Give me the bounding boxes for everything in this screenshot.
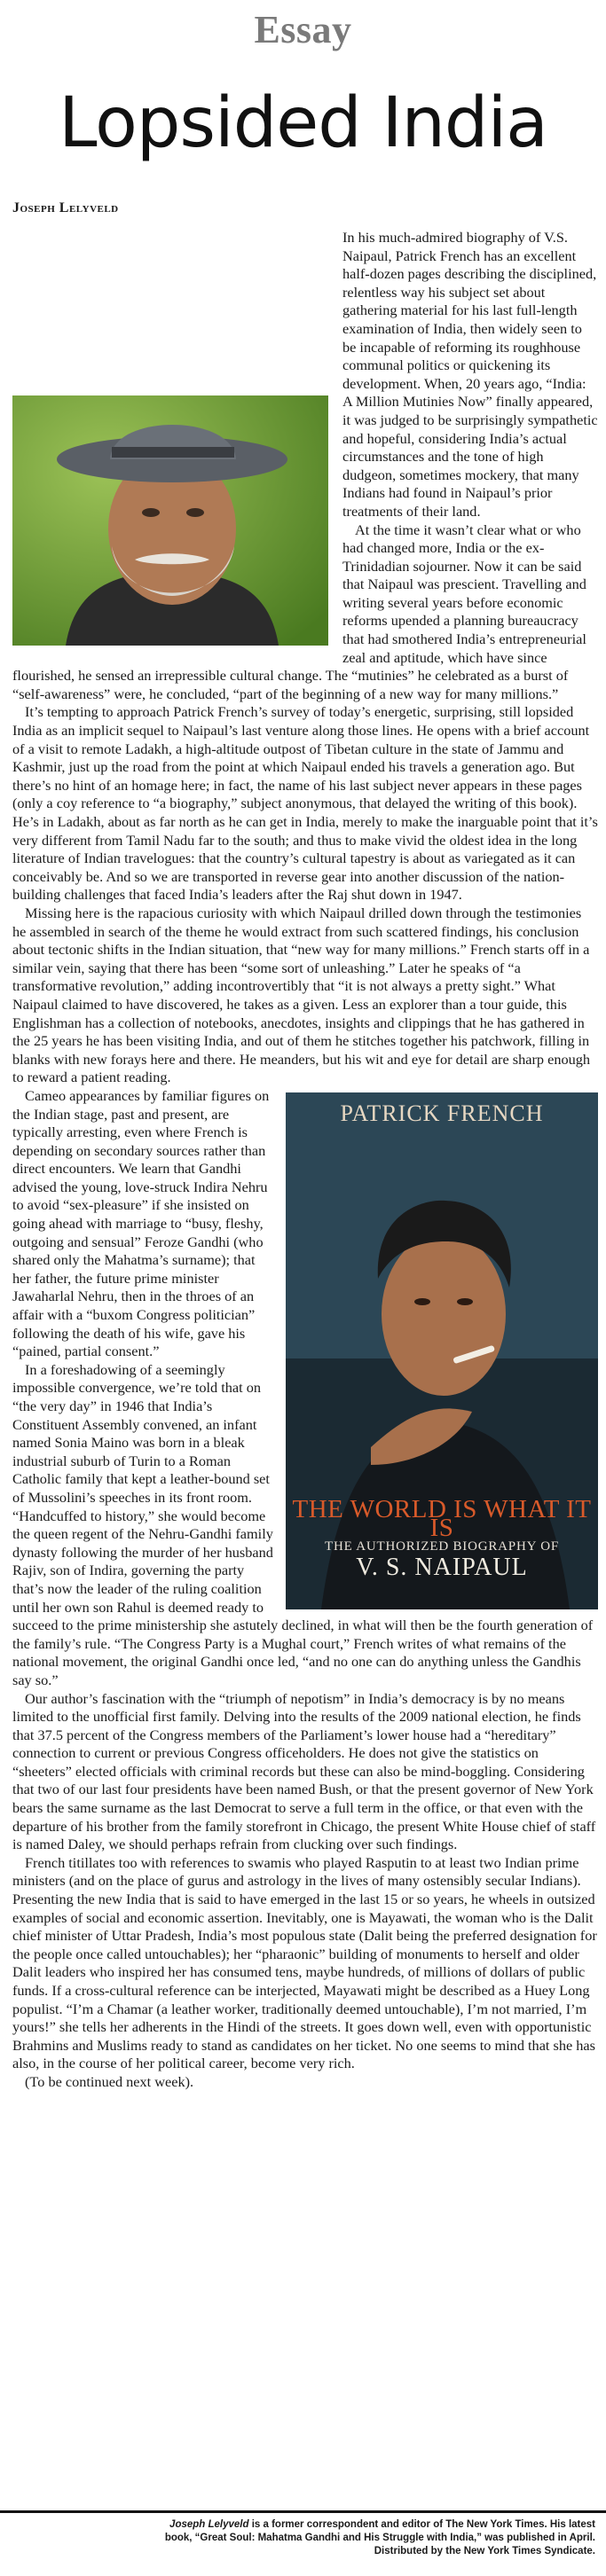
article-body-top — [12, 229, 598, 2092]
paragraph: It’s tempting to approach Patrick French’s survey of today’s energetic, surprising, still lopsided India as an implicit sequel to Naipaul’s last venture along those lines. He opens with a brief account of a visit to remote Ladakh, a high-altitude outpost of Tibetan culture in the state of Jammu and Kashmir, just up the road from the point at which Naipaul ended his travels a generation ago. But there’s no hint of an homage here; in fact, the name of his last subject never appears in these pages (only a coy reference to “a biography,” subject anonymous, that delayed the writing of this book). He’s in Ladakh, about as far north as he can get in India, merely to make the inarguable point that it’s very different from Tamil Nadu far to the south; and thus to make vivid the oldest idea in the long literature of Indian travelogues: that the country’s cultural tapestry is about as variegated as it can conceivably be. And so we are transported in reverse gear into another discussion of the nation-building challenges that faced India’s leaders after the Raj shut down in 1947. — [12, 703, 598, 904]
paragraph: French titillates too with references to swamis who played Rasputin to at least two Indian prime ministers (and on the place of gurus and astrology in the lives of many ostensibly secular Indians). Presenting the new India that is said to have emerged in the last 15 or so years, he wheels in outsized examples of social and economic assertion. Inevitably, one is Mayawati, the woman who is the Dalit chief minister of Uttar Pradesh, India’s most populous state (Dalit being the preferred designation for the people once called untouchables); her “pharaonic” building of monuments to herself and older Dalit leaders who inspired her has consumed tens, maybe hundreds, of millions of dollars of public funds. If a cross-cultural reference can be interjected, Mayawati might be described as a Huey Long populist. “I’m a Chamar (a leather worker, traditionally deemed untouchable), I’m not married, I’m yours!” she tells her adherents in the Hindi of the streets. It goes down well, even with opportunistic Brahmins and Muslims ready to stand as candidates on her ticket. No one seems to mind that she has also, in the course of her political career, become very rich. — [12, 1853, 597, 2072]
bio-line-3: Distributed by the New York Times Syndicate. — [374, 2546, 595, 2556]
cover-subtitle: THE AUTHORIZED BIOGRAPHY OF — [325, 1539, 559, 1554]
bio-author-name: Joseph Lelyveld — [169, 2519, 249, 2530]
footer-divider — [0, 2510, 606, 2513]
paragraph: In his much-admired biography of V.S. Naipaul, Patrick French has an excellent half-dozen pages describing the disciplined, relentless way his subject set about gathering material for his last full-length examination of India, then widely seen to be incapable of reforming its roughhouse communal politics or quickening its development. When, 20 years ago, “India: A Million Mutinies Now” finally appeared, it was judged to be surprisingly sympathetic and hopeful, considering India’s actual circumstances and the tone of high dudgeon, sometimes mockery, that many Indians had found in Naipaul’s prior treatments of their land. — [342, 229, 598, 520]
byline: Joseph Lelyveld — [12, 200, 119, 215]
book-cover-image — [286, 1092, 598, 1609]
cover-title: THE WORLD IS WHAT IT IS — [292, 1494, 592, 1542]
paragraph: Missing here is the rapacious curiosity with which Naipaul drilled down through the testimonies he assembled in search of the theme he would extract from such scattered findings, his conclusion about tectonic shifts in the Indian situation, that “new way for many millions.” French starts off in a similar vein, saying that there has been “some sort of unleashing.” Later he speaks of “a transformative revolution,” adding incontrovertibly that “it is not always a pretty sight.” What Naipaul claimed to have discovered, he takes as a given. Less an explorer than a tour guide, this Englishman has a collection of notebooks, anecdotes, insights and clippings that he has gathered in the 25 years he has been visiting India, and out of them he stitches together his patchwork, filling in blanks with new forays here and there. He meanders, but his wit and eye for detail are sharp enough to reward a patient reading. — [12, 904, 591, 1086]
portrait-illustration — [12, 395, 328, 646]
author-bio — [0, 2518, 606, 2558]
cover-author: PATRICK FRENCH — [340, 1100, 544, 1126]
continued-note: (To be continued next week). — [25, 2072, 194, 2090]
paragraph: At the time it wasn’t clear what or who had changed more, India or the ex-Trinidadian sojourner. Now it can be said that Naipaul was prescient. Travelling and writing several years before economic reforms upended a planning bureaucracy that had smothered India’s entrepreneurial zeal and aptitude, which have since flourished, he sensed an irrepressible cultural change. The “mutinies” he celebrated as a burst of “self-awareness” were, he concluded, “part of the beginning of a new way for many millions.” — [12, 521, 586, 702]
paragraph: Our author’s fascination with the “triumph of nepotism” in India’s democracy is by no means limited to the unofficial first family. Delving into the results of the 2009 national election, he finds that 37.5 percent of the Congress members of the Parliament’s lower house had a “hereditary” connection to current or previous Congress officeholders. He does not give the statistics on “sheeters” elected officials with criminal records but these can also be mind-boggling. Considering that two of our last four presidents have been named Bush, or that the present governor of New York bears the same surname as the last Democrat to serve a full term in the office, or that even with the departure of his brother from the family storefront in Chicago, the present White House chief of staff is named Daley, we should perhaps refrain from clucking over such findings. — [12, 1689, 596, 1853]
bio-line-1: is a former correspondent and editor of The New York Times. His latest — [248, 2519, 595, 2530]
paragraph: In a foreshadowing of a seemingly impossible convergence, we’re told that on “the very day” in 1946 that India’s Constituent Assembly convened, an infant named Sonia Maino was born in a bleak industrial suburb of Turin to a Roman Catholic family that kept a leather-bound set of Mussolini’s speeches in its front room. “Handcuffed to history,” she would become the queen regent of the Nehru-Gandhi family dynasty following the murder of her husband Rajiv, son of Indira, governing the party that’s now the leader of the ruling coalition until her own son Rahul is deemed ready to succeed to the prime ministership she astutely declined, in what will then be the fourth generation of the family’s rule. “The Congress Party is a Mughal court,” French writes of what remains of the national movement, the original Gandhi once led, “and no one can do anything unless the Gandhis say so.” — [12, 1360, 594, 1688]
section-label: Essay — [254, 8, 352, 51]
paragraph: Cameo appearances by familiar figures on the Indian stage, past and present, are typically arresting, even where French is depending on secondary sources rather than direct encounters. We learn that Gandhi advised the young, love-struck Indira Nehru to avoid “sex-pleasure” if she insisted on going ahead with marriage to “busy, fleshy, outgoing and sensual” Feroze Gandhi (who shared only the Mahatma’s surname); that her father, the future prime minister Jawaharlal Nehru, then in the throes of an affair with a “buxom Congress politician” following the death of his wife, gave his “pained, partial consent.” — [12, 1086, 270, 1360]
bio-line-2: book, “Great Soul: Mahatma Gandhi and His Struggle with India,” was published in April. — [164, 2533, 595, 2543]
naipaul-portrait-photo — [12, 395, 328, 646]
article-title: Lopsided India — [59, 83, 547, 163]
cover-subject: V. S. NAIPAUL — [356, 1553, 528, 1581]
